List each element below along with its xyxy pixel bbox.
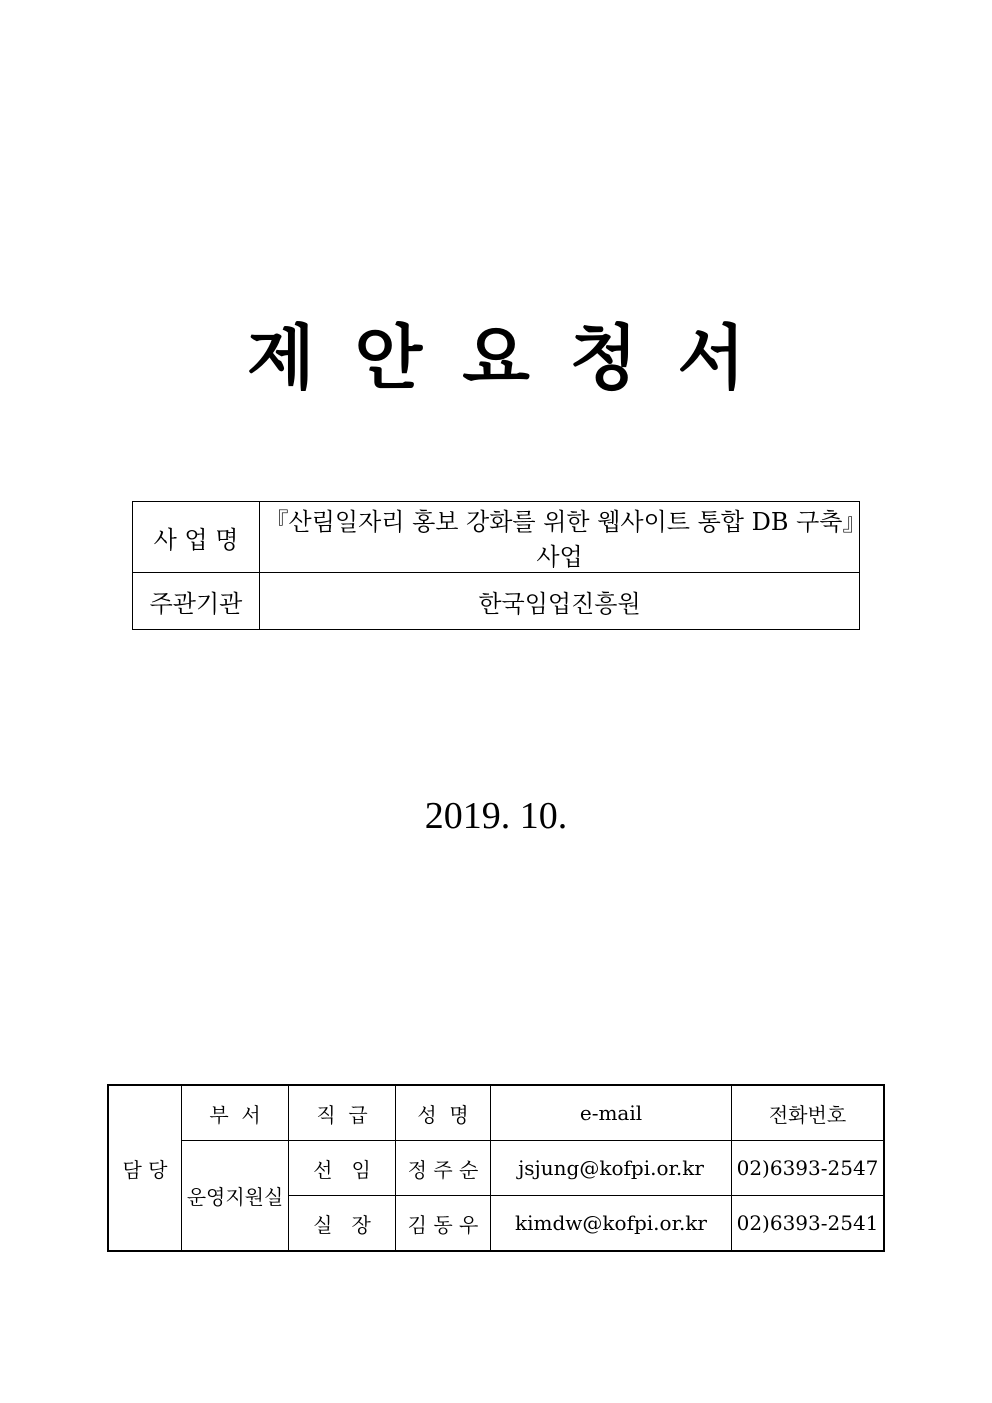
contact-phone: 02)6393-2547 (732, 1141, 885, 1196)
contact-rank: 선 임 (289, 1141, 396, 1196)
project-label: 사 업 명 (133, 502, 260, 573)
contact-rank: 실 장 (289, 1196, 396, 1252)
project-info-table (132, 501, 860, 630)
title-char: 청 (569, 317, 638, 399)
project-value: 『산림일자리 홍보 강화를 위한 웹사이트 통합 DB 구축』사업 (260, 502, 860, 573)
header-dept: 부 서 (182, 1085, 289, 1141)
contact-name: 정 주 순 (396, 1141, 491, 1196)
title-char: 안 (354, 317, 423, 399)
header-email: e-mail (491, 1085, 732, 1141)
contact-side-label: 담 당 (108, 1085, 182, 1251)
contact-dept: 운영지원실 (182, 1141, 289, 1252)
table-row (108, 1141, 884, 1196)
contact-header-row (108, 1085, 884, 1141)
contact-name: 김 동 우 (396, 1196, 491, 1252)
contact-email: kimdw@kofpi.or.kr (491, 1196, 732, 1252)
contact-email: jsjung@kofpi.or.kr (491, 1141, 732, 1196)
project-row (133, 502, 860, 573)
title-char: 요 (462, 317, 530, 399)
document-date: 2019. 10. (424, 795, 568, 837)
org-label: 주관기관 (133, 573, 260, 630)
header-name: 성 명 (396, 1085, 491, 1141)
contact-phone: 02)6393-2541 (732, 1196, 885, 1252)
header-phone: 전화번호 (732, 1085, 885, 1141)
title-char: 제 (246, 317, 315, 399)
title-char: 서 (677, 317, 746, 399)
header-rank: 직 급 (289, 1085, 396, 1141)
document-title (0, 318, 992, 398)
org-row (133, 573, 860, 630)
contact-table (107, 1084, 885, 1252)
org-value: 한국임업진흥원 (260, 573, 860, 630)
